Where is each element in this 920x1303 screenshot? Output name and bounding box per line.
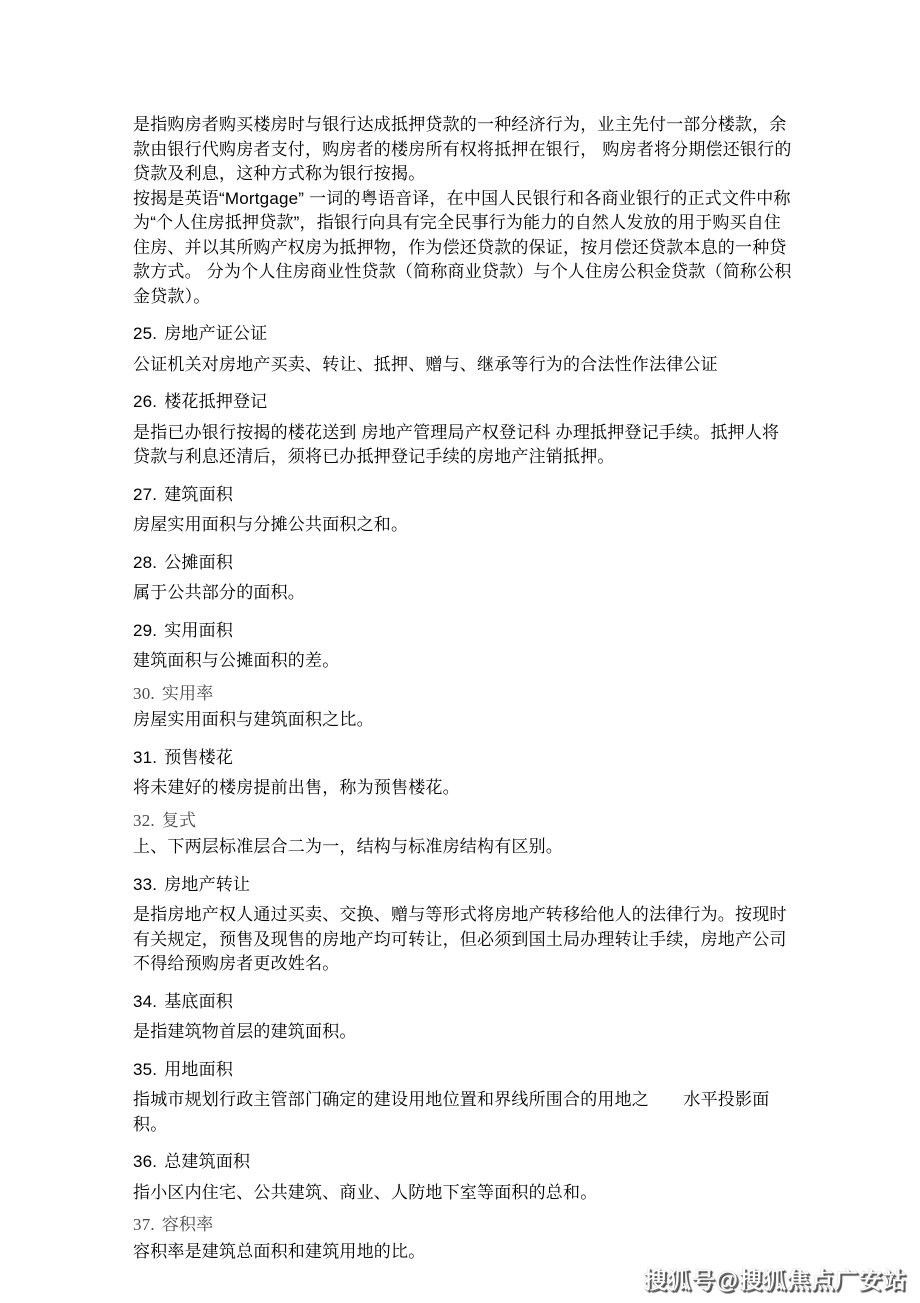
term-heading bbox=[133, 1150, 793, 1175]
term-title: 楼花抵押登记 bbox=[164, 392, 268, 411]
term-item-34 bbox=[133, 990, 793, 1045]
term-title: 基底面积 bbox=[164, 991, 234, 1011]
term-body: 公证机关对房地产买卖、转让、抵押、赠与、继承等行为的合法性作法律公证 bbox=[133, 354, 718, 374]
term-body: 指小区内住宅、公共建筑、商业、人防地下室等面积的总和。 bbox=[133, 1182, 598, 1202]
term-number: 34. bbox=[133, 991, 158, 1011]
term-title: 预售楼花 bbox=[164, 747, 234, 767]
term-title: 用地面积 bbox=[164, 1059, 234, 1079]
term-number: 35. bbox=[133, 1059, 158, 1079]
term-item-25 bbox=[133, 322, 793, 377]
term-item-27 bbox=[133, 483, 793, 538]
term-heading bbox=[133, 873, 793, 898]
term-item-28 bbox=[133, 551, 793, 606]
term-body: 属于公共部分的面积。 bbox=[133, 583, 305, 602]
sohu-watermark: 搜狐号@搜狐焦点广安站 bbox=[643, 1267, 907, 1293]
term-heading bbox=[133, 551, 793, 576]
term-heading bbox=[133, 990, 793, 1015]
term-body: 是指建筑物首层的建筑面积。 bbox=[133, 1022, 357, 1041]
term-item-32 bbox=[133, 809, 793, 860]
term-body: 将未建好的楼房提前出售，称为预售楼花。 bbox=[133, 778, 460, 797]
term-heading bbox=[133, 483, 793, 508]
term-body: 是指已办银行按揭的楼花送到 房地产管理局产权登记科 办理抵押登记手续。抵押人将贷款与利息还清后，须将已办抵押登记手续的房地产注销抵押。 bbox=[133, 422, 780, 466]
term-item-36 bbox=[133, 1150, 793, 1205]
term-heading bbox=[133, 1058, 793, 1083]
term-body: 房屋实用面积与分摊公共面积之和。 bbox=[133, 515, 409, 534]
term-item-31 bbox=[133, 746, 793, 801]
term-title: 公摊面积 bbox=[164, 552, 234, 572]
term-title: 总建筑面积 bbox=[164, 1152, 251, 1171]
term-title: 房地产转让 bbox=[164, 874, 251, 894]
term-title: 实用面积 bbox=[164, 620, 234, 640]
term-number: 28. bbox=[133, 552, 158, 572]
term-item-26 bbox=[133, 390, 793, 470]
term-number: 26. bbox=[133, 392, 158, 411]
intro-paragraph: 是指购房者购买楼房时与银行达成抵押贷款的一种经济行为，业主先付一部分楼款，余款由银行代购房者支付，购房者的楼房所有权将抵押在银行， 购房者将分期偿还银行的贷款及利息，这种方式称为银行按揭。 bbox=[133, 115, 792, 183]
term-number: 32. bbox=[133, 810, 155, 830]
term-heading bbox=[133, 1213, 793, 1238]
term-title: 容积率 bbox=[161, 1215, 214, 1234]
term-heading bbox=[133, 619, 793, 644]
term-heading bbox=[133, 322, 793, 347]
term-heading bbox=[133, 746, 793, 771]
term-body: 建筑面积与公摊面积的差。 bbox=[133, 651, 340, 670]
term-number: 33. bbox=[133, 874, 158, 894]
term-number: 36. bbox=[133, 1152, 158, 1171]
term-number: 37. bbox=[133, 1215, 155, 1234]
term-number: 30. bbox=[133, 683, 155, 703]
term-number: 29. bbox=[133, 620, 158, 640]
term-title: 房地产证公证 bbox=[164, 324, 268, 343]
term-heading bbox=[133, 682, 793, 707]
term-body: 指城市规划行政主管部门确定的建设用地位置和界线所围合的用地之 水平投影面积。 bbox=[133, 1090, 770, 1134]
term-heading bbox=[133, 390, 793, 415]
term-body: 是指房地产权人通过买卖、交换、赠与等形式将房地产转移给他人的法律行为。按现时有关规定，预售及现售的房地产均可转让，但必须到国土局办理转让手续，房地产公司不得给预购房者更改姓名。 bbox=[133, 905, 787, 973]
term-body: 房屋实用面积与建筑面积之比。 bbox=[133, 710, 374, 729]
term-item-37 bbox=[133, 1213, 793, 1264]
term-item-29 bbox=[133, 619, 793, 674]
term-number: 27. bbox=[133, 484, 158, 504]
term-body: 上、下两层标准层合二为一，结构与标准房结构有区别。 bbox=[133, 837, 563, 856]
term-item-35 bbox=[133, 1058, 793, 1138]
term-number: 31. bbox=[133, 747, 158, 767]
term-body: 容积率是建筑总面积和建筑用地的比。 bbox=[133, 1241, 426, 1261]
article-content bbox=[133, 113, 793, 1264]
term-title: 复式 bbox=[161, 810, 197, 830]
term-title: 实用率 bbox=[161, 683, 214, 703]
term-number: 25. bbox=[133, 324, 158, 343]
intro-paragraph: 按揭是英语“Mortgage” 一词的粤语音译，在中国人民银行和各商业银行的正式文件中称为“个人住房抵押贷款”，指银行向具有完全民事行为能力的自然人发放的用于购买自住住房、并以其所购产权房为抵押物，作为偿还贷款的保证，按月偿还贷款本息的一种贷款方式。 分为个人住房商业性贷款（简称商业贷款）与个人住房公积金贷款（简称公积金贷款）。 bbox=[133, 188, 792, 306]
term-item-30 bbox=[133, 682, 793, 733]
term-heading bbox=[133, 809, 793, 834]
term-item-33 bbox=[133, 873, 793, 977]
term-title: 建筑面积 bbox=[164, 484, 234, 504]
